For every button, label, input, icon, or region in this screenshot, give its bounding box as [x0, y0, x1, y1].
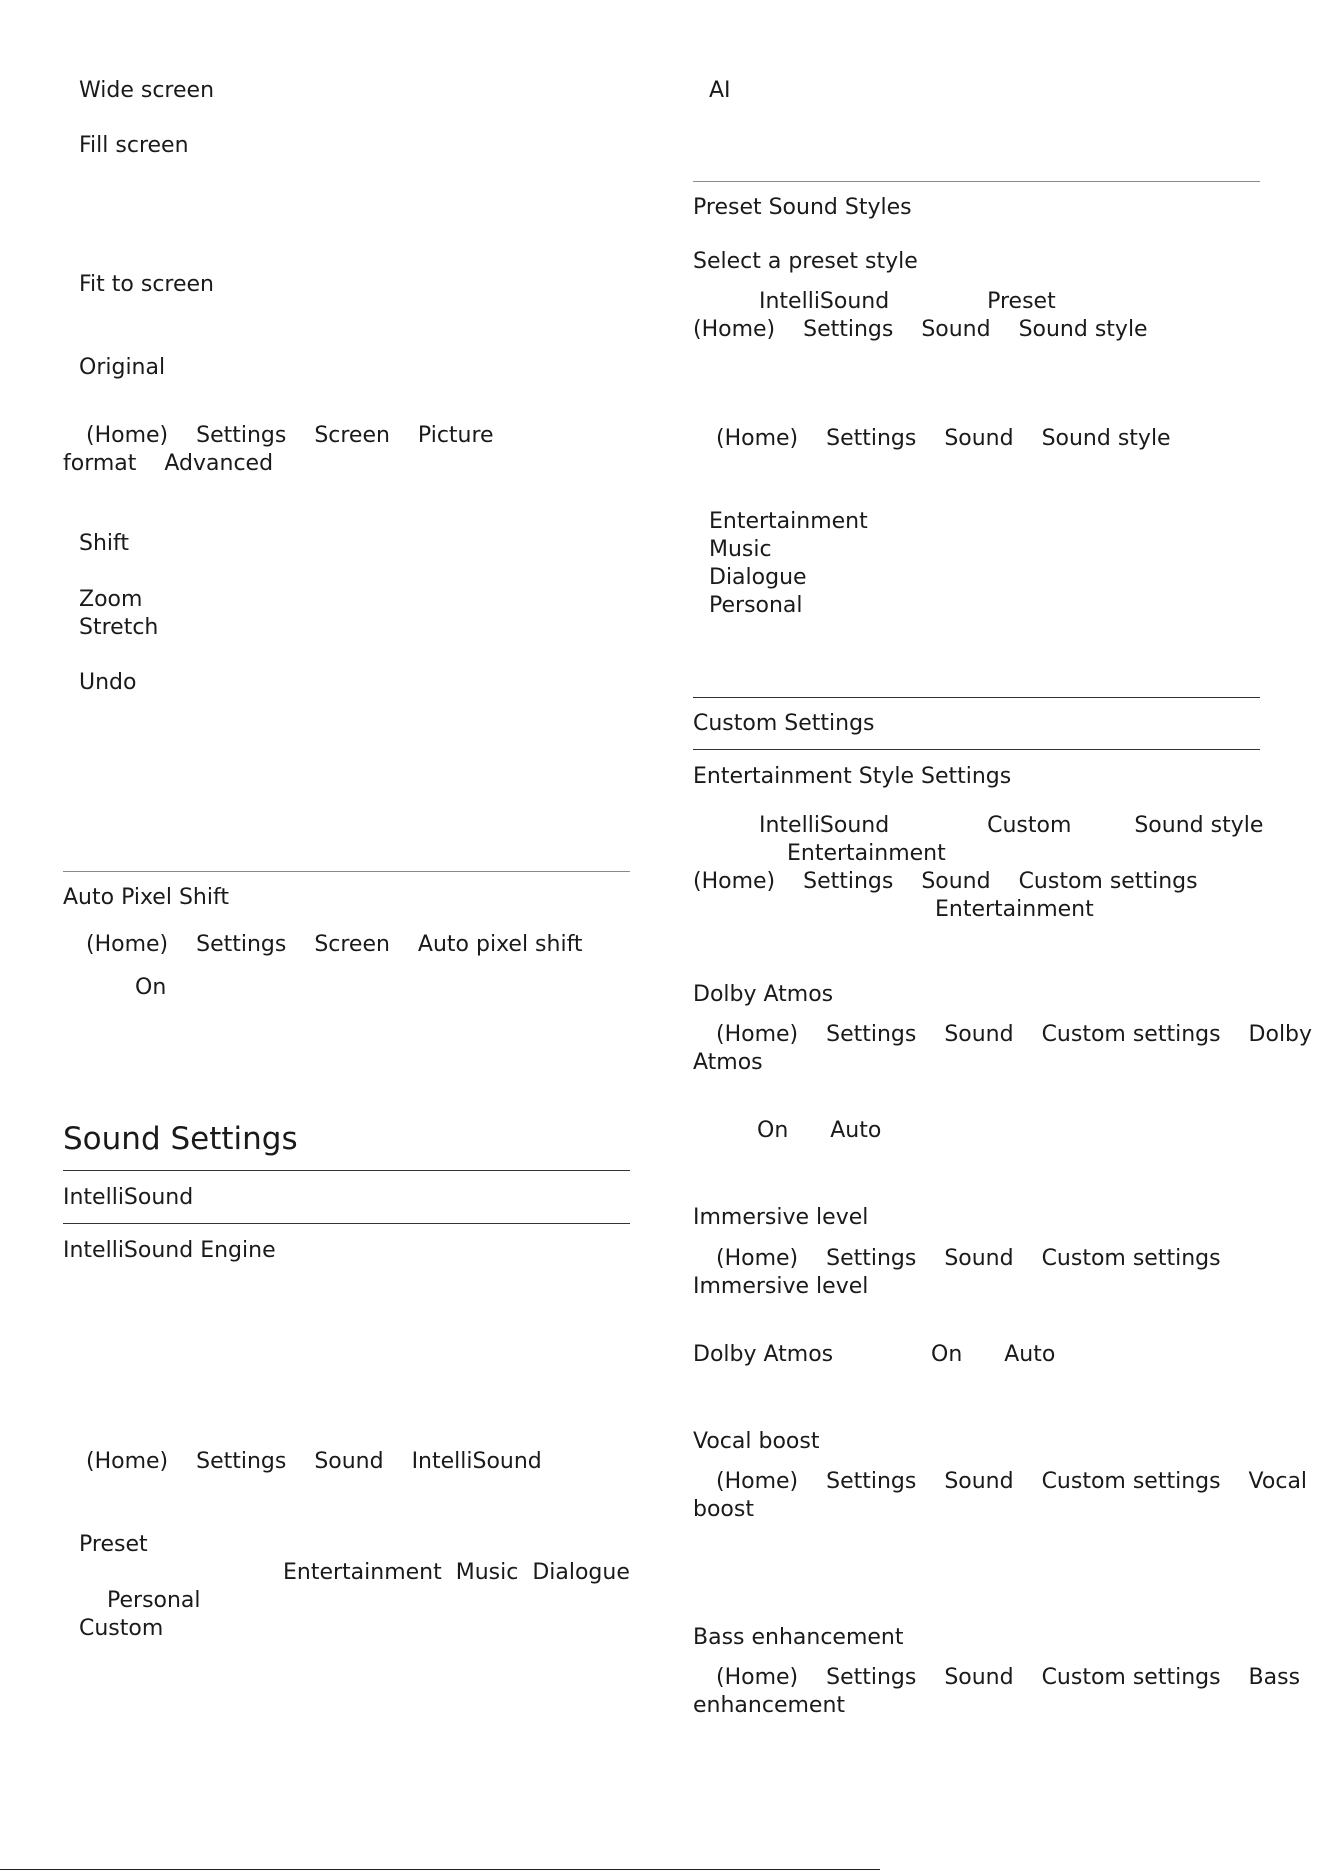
sound-settings-title: Sound Settings — [63, 1121, 298, 1157]
ai-option: AI — [709, 78, 731, 103]
dolby-atmos-menu-path-line1: (Home) Settings Sound Custom settings Dolby — [716, 1022, 1313, 1047]
section-divider — [63, 1223, 630, 1224]
undo-option: Undo — [79, 670, 137, 695]
entertainment-description-line1: IntelliSound Custom Sound style — [759, 813, 1264, 838]
immersive-level-menu-path-line1: (Home) Settings Sound Custom settings — [716, 1246, 1221, 1271]
dolby-atmos-options: On Auto — [757, 1118, 882, 1143]
shift-option: Shift — [79, 531, 130, 556]
entertainment-description-line2: Entertainment — [787, 841, 946, 866]
section-divider — [63, 1170, 630, 1171]
style-dialogue: Dialogue — [709, 565, 807, 590]
bass-enhancement-menu-path-line1: (Home) Settings Sound Custom settings Bass — [716, 1665, 1301, 1690]
preset-styles-list: Entertainment Music Dialogue — [283, 1560, 630, 1585]
section-divider — [693, 181, 1260, 182]
vocal-boost-menu-path-line1: (Home) Settings Sound Custom settings Vocal — [716, 1469, 1308, 1494]
custom-settings-menu-path: (Home) Settings Sound Custom settings — [693, 869, 1198, 894]
picture-format-menu-path-line2: format Advanced — [63, 451, 274, 476]
auto-pixel-shift-heading: Auto Pixel Shift — [63, 885, 229, 910]
intellisound-heading: IntelliSound — [63, 1185, 194, 1210]
custom-settings-heading: Custom Settings — [693, 711, 875, 736]
wide-screen-option: Wide screen — [79, 78, 215, 103]
bass-enhancement-menu-path-line2: enhancement — [693, 1693, 846, 1718]
fill-screen-option: Fill screen — [79, 133, 189, 158]
select-preset-style-subheading: Select a preset style — [693, 249, 918, 274]
immersive-level-menu-path-line2: Immersive level — [693, 1274, 869, 1299]
bass-enhancement-heading: Bass enhancement — [693, 1625, 904, 1650]
immersive-level-note: Dolby Atmos On Auto — [693, 1342, 1056, 1367]
section-divider — [63, 871, 630, 872]
footer-divider — [0, 1869, 880, 1870]
style-music: Music — [709, 537, 772, 562]
vocal-boost-heading: Vocal boost — [693, 1429, 820, 1454]
intellisound-engine-heading: IntelliSound Engine — [63, 1238, 276, 1263]
preset-style-description: IntelliSound Preset — [759, 289, 1056, 314]
stretch-option: Stretch — [79, 615, 159, 640]
dolby-atmos-menu-path-line2: Atmos — [693, 1050, 763, 1075]
zoom-option: Zoom — [79, 587, 143, 612]
auto-pixel-shift-on-option: On — [135, 975, 167, 1000]
style-entertainment: Entertainment — [709, 509, 868, 534]
auto-pixel-shift-menu-path: (Home) Settings Screen Auto pixel shift — [86, 932, 583, 957]
section-divider — [693, 749, 1260, 750]
picture-format-menu-path-line1: (Home) Settings Screen Picture — [86, 423, 494, 448]
preset-sound-styles-heading: Preset Sound Styles — [693, 195, 912, 220]
immersive-level-heading: Immersive level — [693, 1205, 869, 1230]
section-divider — [693, 697, 1260, 698]
sound-style-menu-path: (Home) Settings Sound Sound style — [716, 426, 1171, 451]
entertainment-style-settings-heading: Entertainment Style Settings — [693, 764, 1012, 789]
preset-label: Preset — [79, 1532, 148, 1557]
sound-style-menu-path: (Home) Settings Sound Sound style — [693, 317, 1148, 342]
personal-label: Personal — [107, 1588, 201, 1613]
original-option: Original — [79, 355, 166, 380]
entertainment-description-line4: Entertainment — [935, 897, 1094, 922]
intellisound-menu-path: (Home) Settings Sound IntelliSound — [86, 1449, 542, 1474]
dolby-atmos-heading: Dolby Atmos — [693, 982, 834, 1007]
fit-to-screen-option: Fit to screen — [79, 272, 214, 297]
custom-label: Custom — [79, 1616, 164, 1641]
vocal-boost-menu-path-line2: boost — [693, 1497, 754, 1522]
style-personal: Personal — [709, 593, 803, 618]
